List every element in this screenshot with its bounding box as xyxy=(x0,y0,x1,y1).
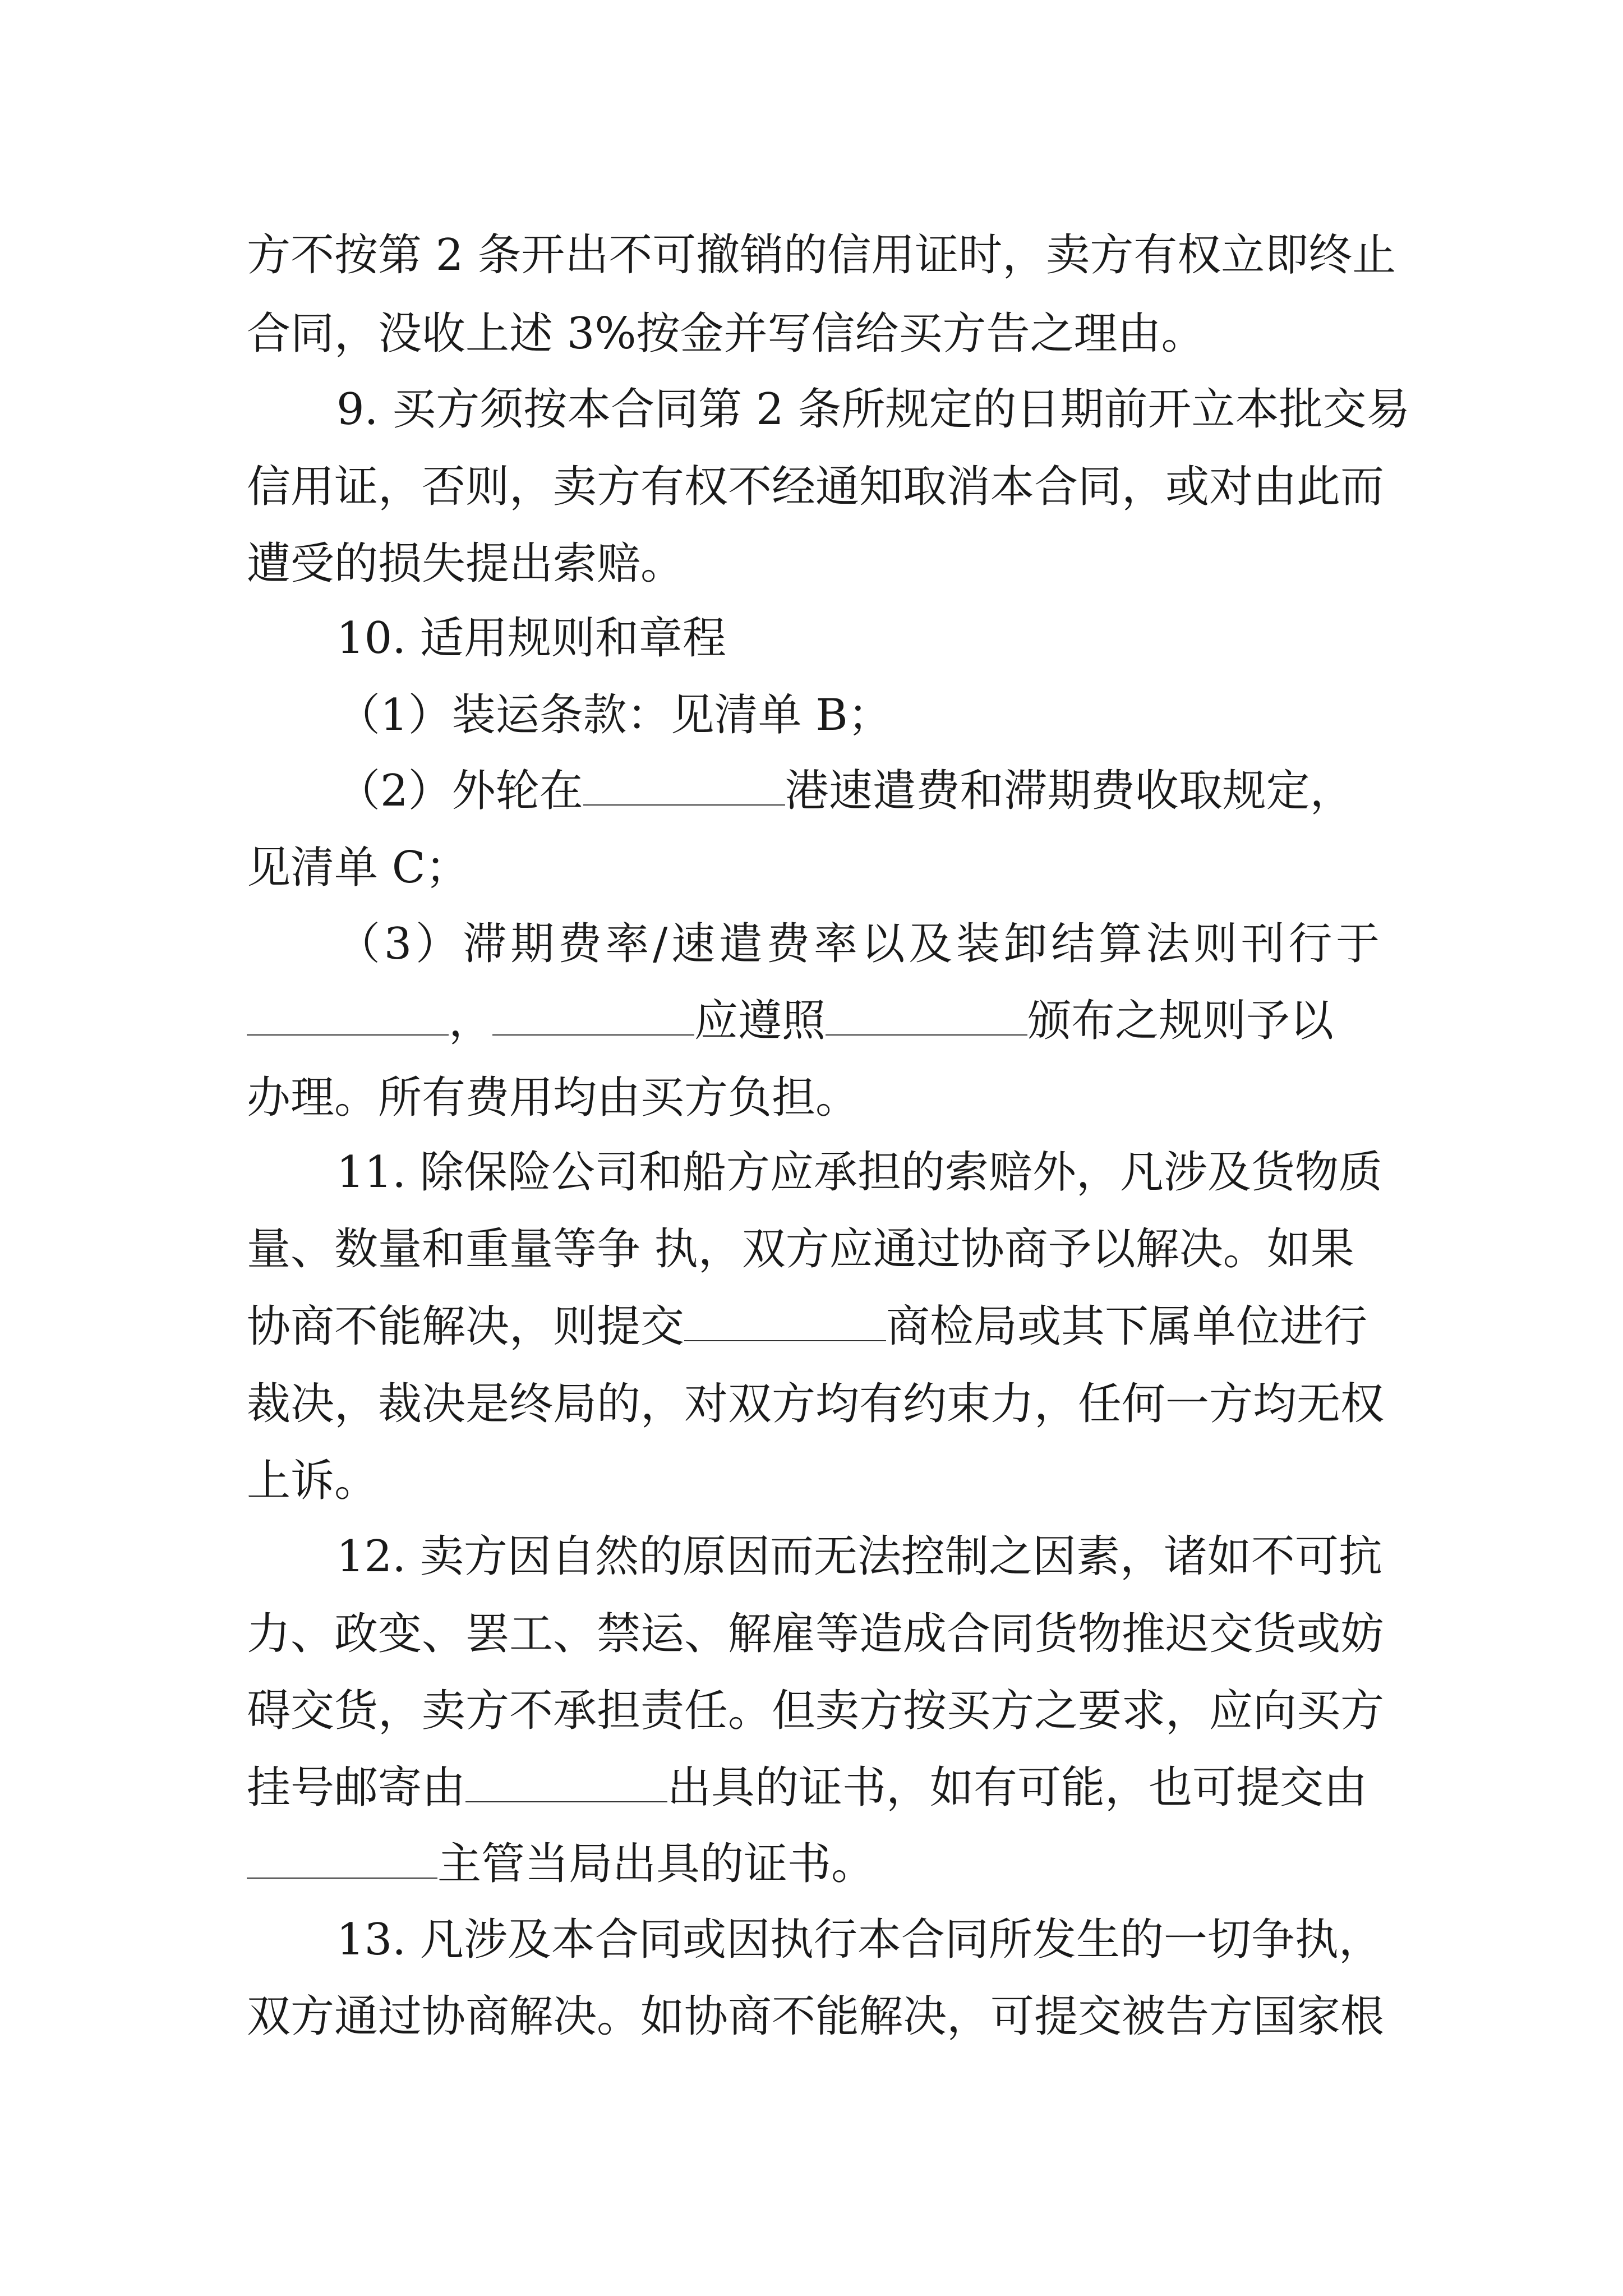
blank-field xyxy=(583,761,785,806)
text-line xyxy=(247,982,1334,1060)
text-line xyxy=(336,752,1354,830)
text-line: 信用证，否则，卖方有权不经通知取消本合同，或对由此而 xyxy=(247,462,1385,512)
text-fragment: 港速遣费和滞期费收取规定， xyxy=(785,766,1354,816)
clause-10-heading: 10. 适用规则和章程 xyxy=(336,613,726,664)
text-line: 遭受的损失提出索赔。 xyxy=(247,539,685,589)
text-line: 双方通过协商解决。如协商不能解决，可提交被告方国家根 xyxy=(247,1991,1385,2042)
text-line: 上诉。 xyxy=(247,1456,379,1506)
text-line: 办理。所有费用均由买方负担。 xyxy=(247,1073,860,1123)
text-line: 量、数量和重量等争 执，双方应通过协商予以解决。如果 xyxy=(247,1224,1354,1274)
text-line: 见清单 C； xyxy=(247,843,469,893)
blank-field xyxy=(247,991,449,1036)
text-fragment: 主管当局出具的证书。 xyxy=(437,1839,875,1889)
blank-field xyxy=(465,1757,667,1802)
clause-9-start: 9. 买方须按本合同第 2 条所规定的日期前开立本批交易 xyxy=(336,384,1410,435)
text-line: 力、政变、罢工、禁运、解雇等造成合同货物推迟交货或妨 xyxy=(247,1609,1385,1659)
clause-11-start: 11. 除保险公司和船方应承担的索赔外，凡涉及货物质 xyxy=(336,1147,1382,1198)
text-fragment: 挂号邮寄由 xyxy=(247,1763,466,1813)
blank-field xyxy=(826,991,1027,1036)
text-line: 裁决，裁决是终局的，对双方均有约束力，任何一方均无权 xyxy=(247,1379,1385,1429)
text-line: 方不按第 2 条开出不可撤销的信用证时，卖方有权立即终止 xyxy=(247,230,1396,280)
text-fragment: 协商不能解决，则提交 xyxy=(247,1301,685,1352)
text-line xyxy=(247,1825,875,1903)
blank-field xyxy=(684,1296,886,1341)
text-line: 碍交货，卖方不承担责任。但卖方按买方之要求，应向买方 xyxy=(247,1686,1385,1736)
blank-field xyxy=(247,1834,437,1879)
text-line: （1）装运条款：见清单 B； xyxy=(336,690,892,740)
text-fragment: 商检局或其下属单位进行 xyxy=(886,1301,1368,1352)
clause-12-start: 12. 卖方因自然的原因而无法控制之因素，诸如不可抗 xyxy=(336,1531,1382,1582)
text-fragment: 应遵照 xyxy=(694,996,826,1046)
text-line xyxy=(247,1749,1367,1827)
text-fragment: （2）外轮在 xyxy=(336,766,583,816)
text-fragment: ， xyxy=(449,996,493,1046)
text-fragment: 出具的证书，如有可能，也可提交由 xyxy=(667,1763,1368,1813)
text-line: 合同，没收上述 3%按金并写信给买方告之理由。 xyxy=(247,309,1205,359)
text-fragment: 颁布之规则予以 xyxy=(1027,996,1334,1046)
clause-13-start: 13. 凡涉及本合同或因执行本合同所发生的一切争执， xyxy=(336,1915,1382,1965)
text-line: （3）滞期费率/速遣费率以及装卸结算法则刊行于 xyxy=(336,919,1380,969)
blank-field xyxy=(492,991,694,1036)
text-line xyxy=(247,1287,1367,1366)
